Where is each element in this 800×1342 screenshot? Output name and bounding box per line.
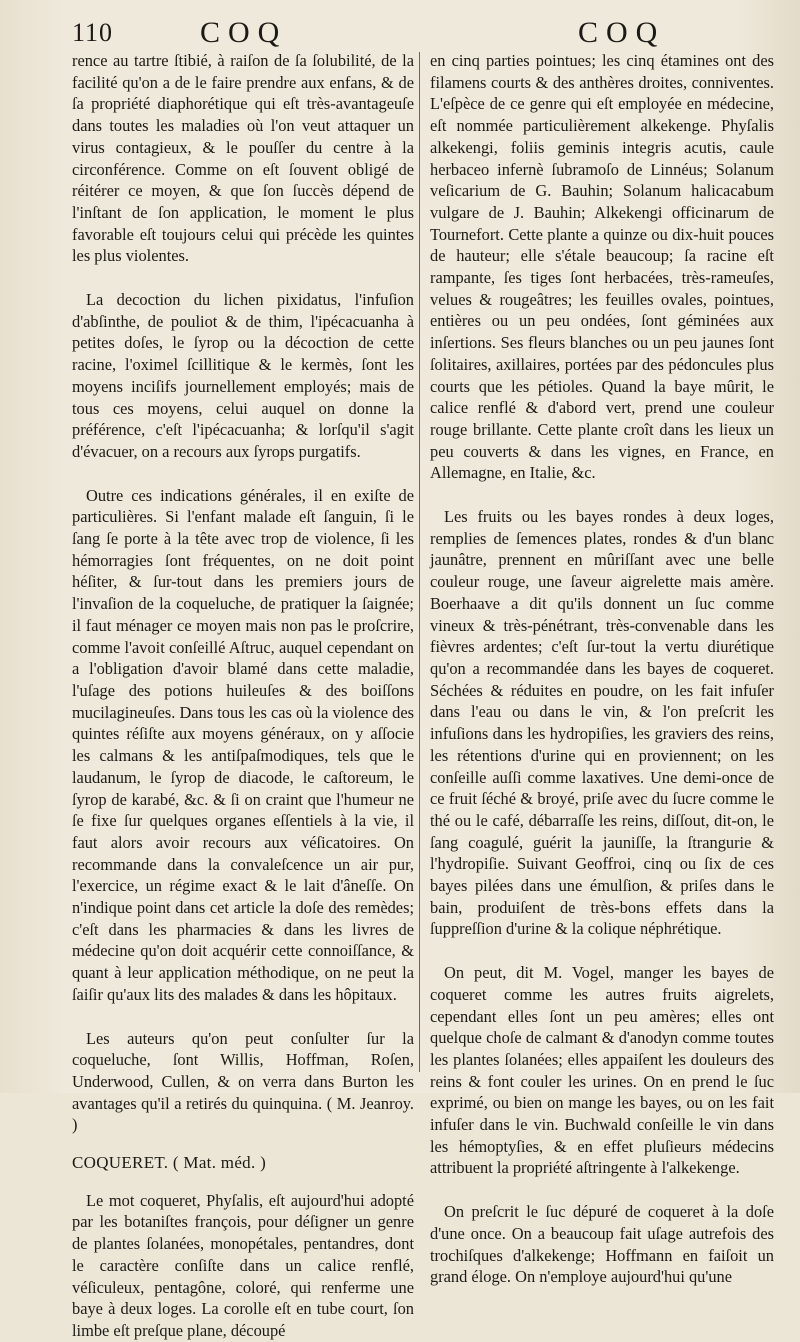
paragraph-lichen: La decoction du lichen pixidatus, l'infuſion d'abſinthe, de pouliot & de thim, l'ipécacuanha à petites doſes, le ſyrop ou la décoction de cette racine, l'oximel ſcillitique & le kermès, ſont les moyens inciſifs journellement employés; mais de tous ces moyens, celui auquel on donne la préférence, c'eſt l'ipécacuanha; & lorſqu'il s'agit d'évacuer, on a recours aux ſyrops purgatifs. (72, 290, 414, 461)
paragraph-continuation: rence au tartre ſtibié, à raiſon de ſa ſolubilité, de la facilité qu'on a de le faire prendre aux enfans, & de ſa propriété diaphorétique qui eſt très-avantageuſe dans toutes les maladies où l'on veut attaquer un virus contagieux, & le pouſſer du centre à la circonférence. Comme on eſt ſouvent obligé de réitérer ce moyen, & que ſon ſuccès dépend de l'inſtant de ſon application, le moment le plus favorable eſt toujours celui qui précède les quintes les plus violentes. (72, 51, 414, 266)
paragraph-authors: Les auteurs qu'on peut conſulter ſur la coqueluche, ſont Willis, Hoffman, Roſen, Underwood, Cullen, & on verra dans Burton les avantages qu'il a retirés du quinquina. ( M. Jeanroy. ) (72, 1028, 414, 1135)
section-title-coqueret: COQUERET. ( Mat. méd. ) (72, 1153, 267, 1173)
right-column (430, 50, 774, 1288)
running-head-left: COQ (200, 16, 288, 49)
running-head-right: COQ (578, 16, 666, 49)
paragraph-coqueret-definition: Le mot coqueret, Phyſalis, eſt aujourd'hui adopté par les botaniſtes françois, pour déſigner un genre de plantes ſolanées, monopétales, pentandres, dont le caractère conſiſte dans un calice renflé, véſiculeux, pentagône, coloré, qui renferme une baye à deux loges. La corolle eſt en tube court, ſon limbe eſt preſque plane, découpé (72, 1190, 414, 1340)
paragraph-vogel: On peut, dit M. Vogel, manger les bayes de coqueret comme les autres fruits aigrelets, cependant elles ſont un peu amères; elles ont quelque choſe de calmant & d'anodyn comme toutes les plantes ſolanées; elles appaiſent les douleurs des reins & font couler les urines. On en prend le ſuc exprimé, ou bien on mange les bayes, ou on les fait infuſer dans le vin. Buchwald conſeille le vin dans les hémoptyſies, & en effet pluſieurs médecins attribuent la propriété aſtringente à l'alkekenge. (430, 963, 774, 1178)
paragraph-dose: On preſcrit le ſuc dépuré de coqueret à la doſe d'une once. On a beaucoup fait uſage autrefois des trochiſques d'alkekenge; Hoffmann en faiſoit un grand éloge. On n'employe aujourd'hui qu'une (430, 1202, 774, 1287)
paragraph-fruits: Les fruits ou les bayes rondes à deux loges, remplies de ſemences plates, rondes & d'un blanc jaunâtre, prennent en mûriſſant avec une belle couleur rouge, une ſaveur aigrelette mais amère. Boerhaave a dit qu'ils donnent un ſuc comme vineux & très-pénétrant, très-convenable dans les fièvres ardentes; c'eſt ſur-tout la vertu diurétique qu'on a recommandée dans les bayes de coqueret. Séchées & réduites en poudre, on les fait infuſer dans l'eau ou dans le vin, & l'on preſcrit les infuſions dans les hydropiſies, les graviers des reins, les rétentions d'urine qui en proviennent; on les conſeille auſſi comme laxatives. Une demi-once de ce fruit ſéché & broyé, priſe avec du ſucre comme le thé ou le café, débarraſſe les reins, diſſout, dit-on, le ſang coagulé, guérit la jauniſſe, la ſtrangurie & l'hydropiſie. Suivant Geoffroi, cinq ou ſix de ces bayes pilées dans une émulſion, & priſes dans le bain, produiſent de très-bons effets dans la ſuppreſſion d'urine & la colique néphrétique. (430, 507, 774, 939)
page-number: 110 (72, 18, 114, 47)
page-header (0, 14, 800, 54)
paragraph-description: en cinq parties pointues; les cinq étamines ont des filamens courts & des anthères droites, conniventes. L'eſpèce de ce genre qui eſt employée en médecine, eſt nommée particulièrement alkekenge. Phyſalis alkekengi, foliis geminis integris acutis, caule herbaceo infernè ſubramoſo de Linnéus; Solanum veſicarium de G. Bauhin; Solanum halicacabum vulgare de J. Bauhin; Alkekengi officinarum de Tournefort. Cette plante a quinze ou dix-huit pouces de hauteur; elle s'étale beaucoup; ſa racine eſt rampante, ſes tiges ſont herbacées, très-rameuſes, velues & rougeâtres; les feuilles ovales, pointues, entières ou un peu ondées, ſont géminées aux inſertions. Ses fleurs blanches ou un peu jaunes ſont ſolitaires, axillaires, portées par des pédoncules plus courts que les pétioles. Quand la baye mûrit, le calice renflé & d'abord vert, prend une couleur rouge brillante. Cette plante croît dans les lieux un peu couverts & dans les vignes, en France, en Allemagne, en Italie, &c. (430, 51, 774, 483)
column-divider (419, 52, 420, 1072)
paragraph-indications: Outre ces indications générales, il en exiſte de particulières. Si l'enfant malade eſt ſanguin, ſi le ſang ſe porte à la tête avec trop de violence, ſi les hémorragies ſont fréquentes, on ne doit point héſiter, & ſur-tout dans les premiers jours de l'invaſion de la coqueluche, de pratiquer la ſaignée; il faut ménager ce moyen mais non pas le proſcrire, comme l'avoit conſeillé Aſtruc, auquel cependant on a l'obligation d'avoir blamé dans cette maladie, l'uſage des potions huileuſes & des boiſſons mucilagineuſes. Dans tous les cas où la violence des quintes réſiſte aux moyens généraux, on y aſſocie les calmans & les antiſpaſmodiques, tels que le laudanum, le ſyrop de diacode, le caſtoreum, le ſyrop de karabé, &c. & ſi on craint que l'humeur ne ſe fixe ſur quelques organes eſſentiels à la vie, il faut alors avoir recours aux véſicatoires. On recommande dans la convaleſcence un air pur, l'exercice, un régime exact & le lait d'âneſſe. On n'indique point dans cet article la doſe des remèdes; c'eſt dans les pharmacies & dans les livres de médecine qu'on doit acquérir cette connoiſſance, & quant à leur application méthodique, on ne peut la ſaiſir qu'aux lits des malades & dans les hôpitaux. (72, 485, 414, 1004)
left-column (72, 50, 414, 1342)
